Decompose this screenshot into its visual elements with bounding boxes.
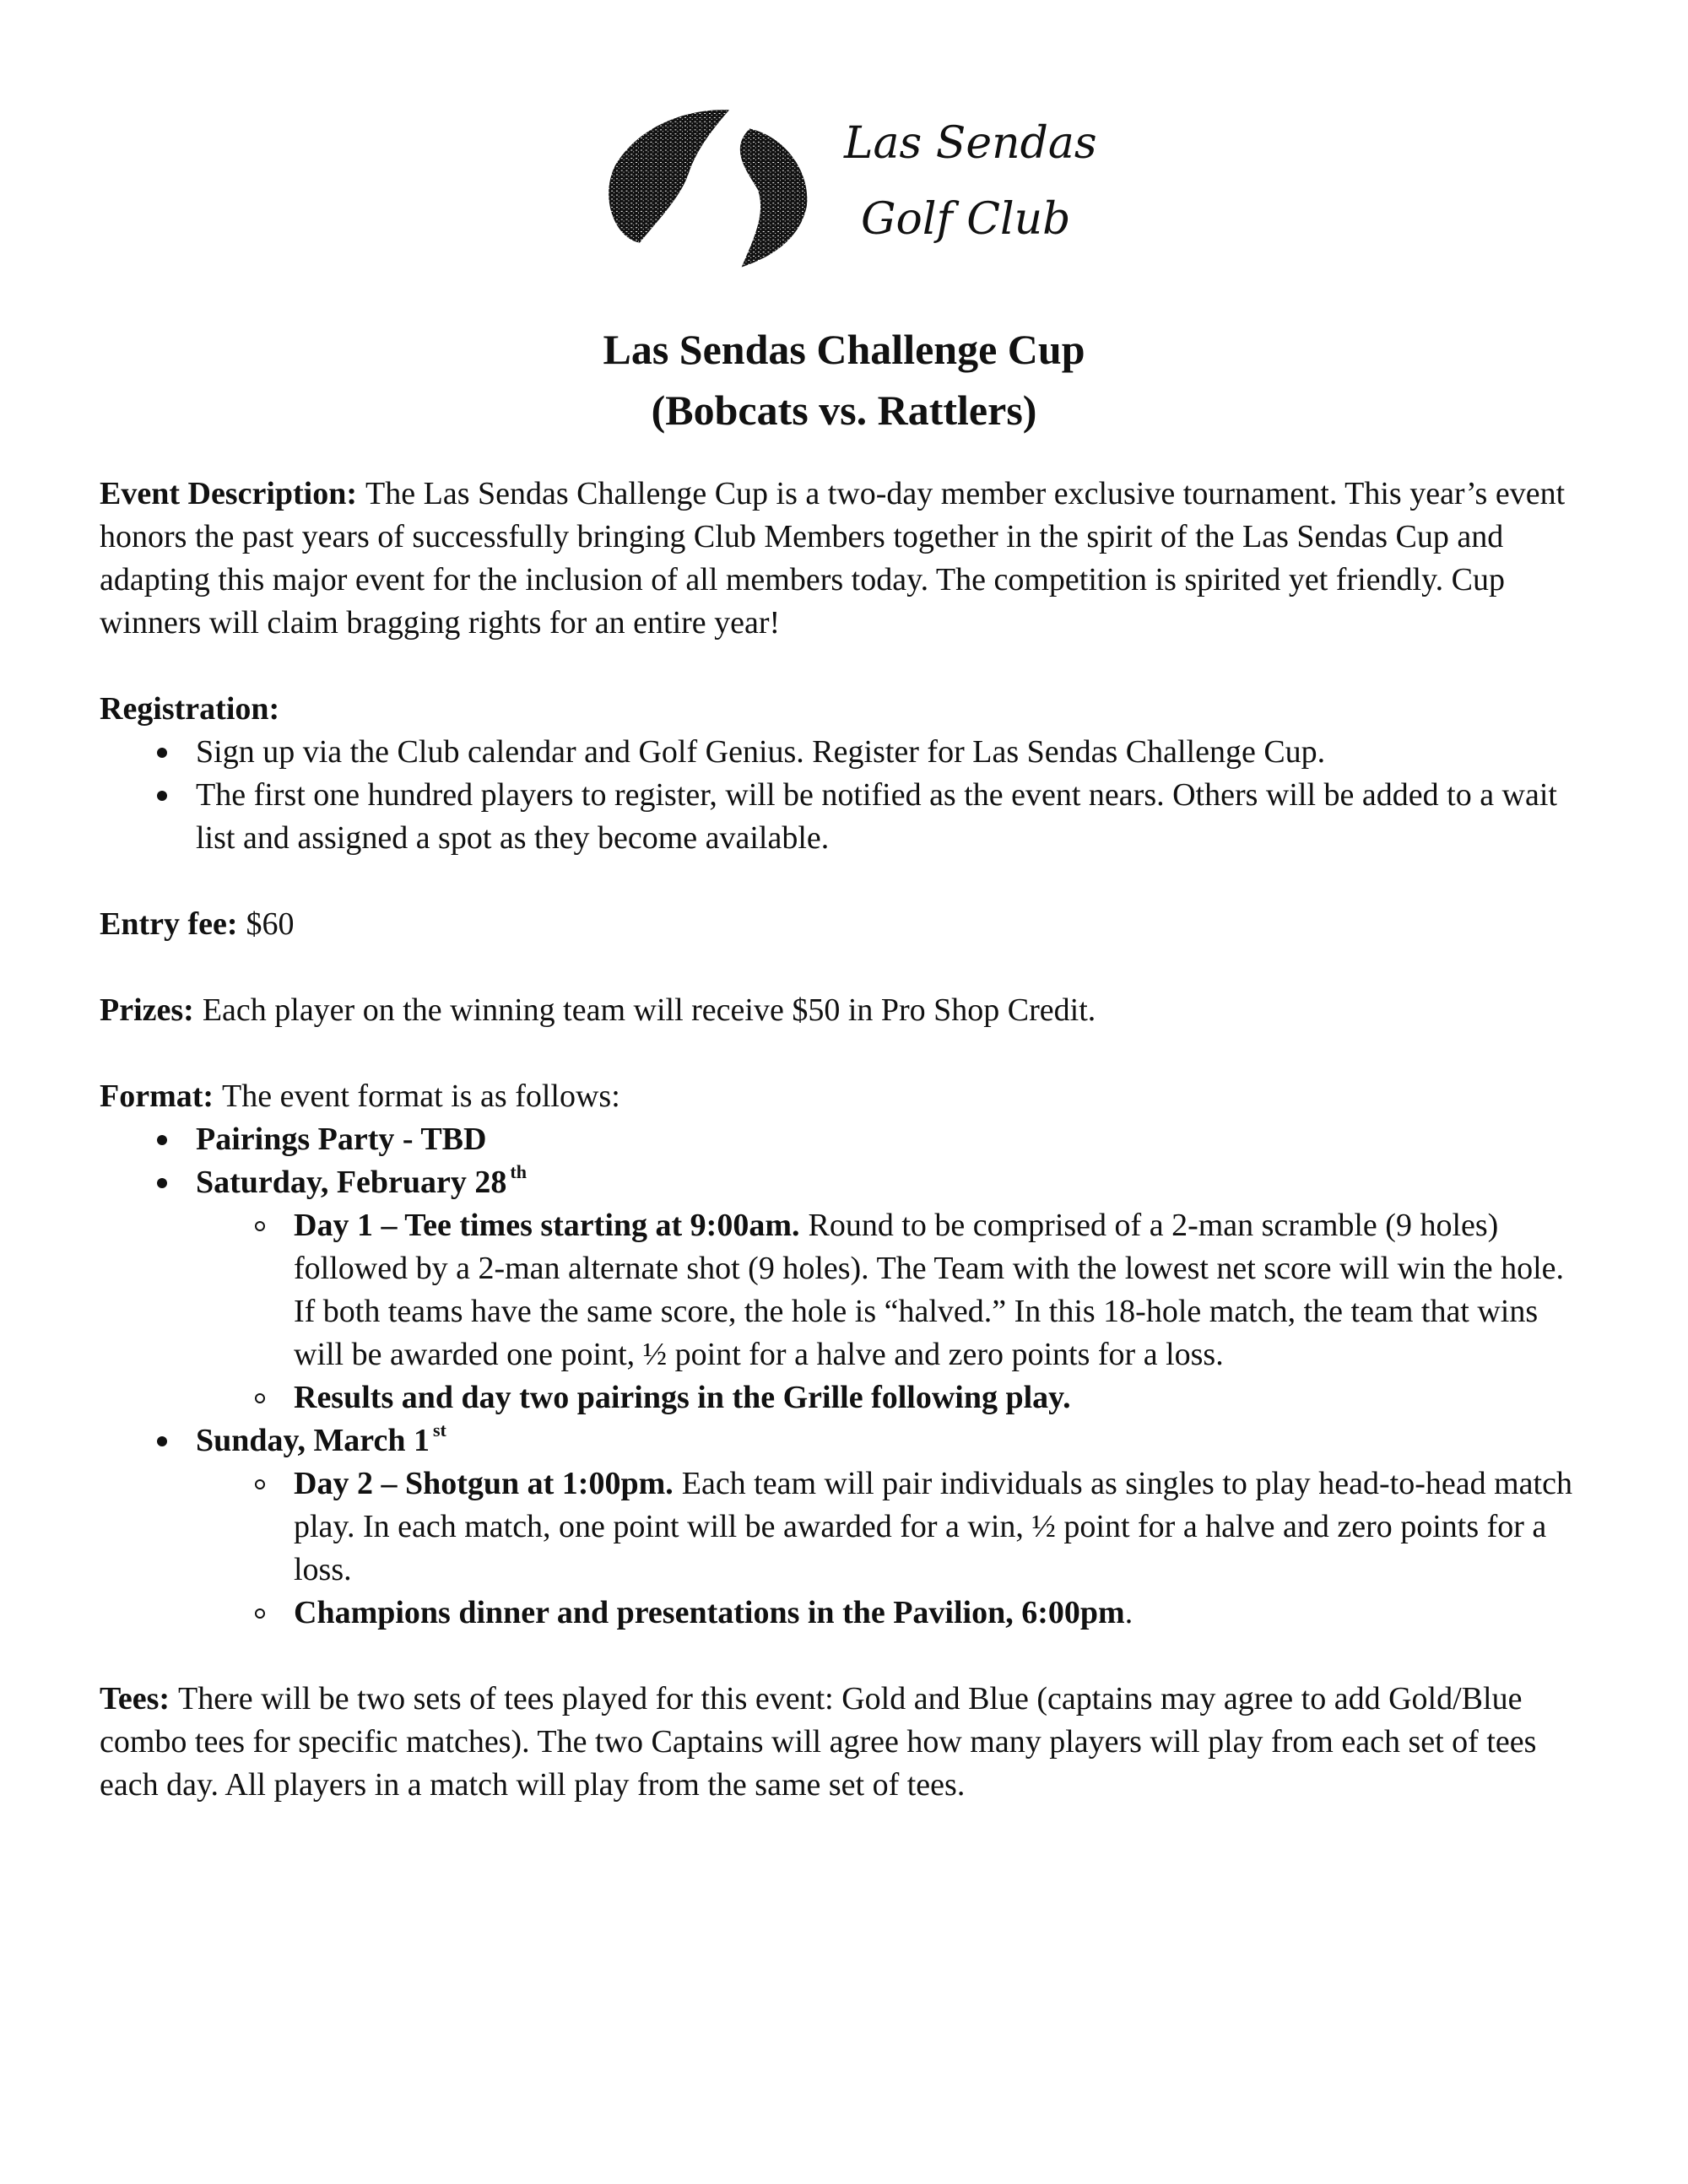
champions-period: .	[1124, 1595, 1133, 1630]
bullet-icon	[157, 791, 167, 801]
page-title	[0, 319, 1688, 441]
list-item	[100, 731, 1577, 774]
bullet-icon	[157, 1436, 167, 1446]
event-description	[100, 473, 1577, 645]
logo-line1: Las Sendas	[844, 118, 1097, 169]
registration-heading	[100, 688, 1577, 731]
day2-heading: Day 2 – Shotgun at 1:00pm.	[294, 1466, 674, 1501]
results-text: Results and day two pairings in the Grille following play.	[294, 1380, 1071, 1415]
list-item-saturday	[100, 1161, 1577, 1419]
club-logo	[591, 97, 1097, 283]
list-item	[196, 1592, 1577, 1635]
circle-bullet-icon	[255, 1479, 265, 1489]
bullet-icon	[157, 748, 167, 758]
registration-label: Registration:	[100, 691, 280, 727]
logo-line2: Golf Club	[861, 194, 1071, 245]
saturday-sup: th	[510, 1161, 527, 1182]
champions-text: Champions dinner and presentations in the Pavilion, 6:00pm	[294, 1595, 1125, 1630]
entry-fee-label: Entry fee:	[100, 906, 238, 942]
day1-heading: Day 1 – Tee times starting at 9:00am.	[294, 1208, 800, 1243]
prizes	[100, 989, 1577, 1032]
circle-bullet-icon	[255, 1393, 265, 1403]
circle-bullet-icon	[255, 1221, 265, 1231]
list-item	[100, 774, 1577, 860]
prizes-label: Prizes:	[100, 992, 194, 1028]
format-label: Format:	[100, 1078, 214, 1114]
format-intro: The event format is as follows:	[222, 1078, 620, 1114]
title-line1: Las Sendas Challenge Cup	[603, 326, 1085, 373]
list-item	[100, 1118, 1577, 1161]
list-item-text: Sign up via the Club calendar and Golf Genius. Register for Las Sendas Challenge Cup.	[196, 734, 1326, 770]
bullet-icon	[157, 1178, 167, 1188]
prizes-text: Each player on the winning team will receive $50 in Pro Shop Credit.	[202, 992, 1096, 1028]
format-heading	[100, 1075, 1577, 1118]
list-item-sunday	[100, 1419, 1577, 1635]
format-list	[100, 1118, 1577, 1635]
saturday-label: Saturday, February 28	[196, 1165, 507, 1200]
bullet-icon	[157, 1135, 167, 1145]
list-item	[196, 1462, 1577, 1592]
saturday-sublist	[196, 1204, 1577, 1419]
sunday-sublist	[196, 1462, 1577, 1635]
event-description-label: Event Description:	[100, 476, 358, 511]
event-description-text: The Las Sendas Challenge Cup is a two-day member exclusive tournament. This year’s event honors the past years of successfully bringing Club Members together in the spirit of the Las Sendas Cup and adapting this major event for the inclusion of all members today. The competition is spirited yet friendly. Cup winners will claim bragging rights for an entire year!	[100, 476, 1566, 641]
tees-text: There will be two sets of tees played for this event: Gold and Blue (captains may agree to add Gold/Blue combo tees for specific matches). The two Captains will agree how many players will play from each set of tees each day. All players in a match will play from the same set of tees.	[100, 1681, 1537, 1803]
list-item-text: The first one hundred players to register, will be notified as the event nears. Others will be added to a wait list and assigned a spot as they become available.	[196, 777, 1557, 856]
tees-label: Tees:	[100, 1681, 170, 1716]
list-item	[196, 1204, 1577, 1376]
entry-fee	[100, 903, 1577, 946]
circle-bullet-icon	[255, 1608, 265, 1619]
registration-list	[100, 731, 1577, 860]
tees	[100, 1678, 1577, 1807]
day1-text: Round to be comprised of a 2-man scramble (9 holes) followed by a 2-man alternate shot (9 holes). The Team with the lowest net score will win the hole. If both teams have the same score, the hole is “halved.” In this 18-hole match, the team that wins will be awarded one point, ½ point for a halve and zero points for a loss.	[294, 1208, 1564, 1372]
sunday-label: Sunday, March 1	[196, 1423, 430, 1458]
day2-text: Each team will pair individuals as singles to play head-to-head match play. In each match, one point will be awarded for a win, ½ point for a halve and zero points for a loss.	[294, 1466, 1572, 1587]
document-body	[100, 473, 1577, 1850]
entry-fee-value: $60	[246, 906, 295, 942]
sunday-sup: st	[432, 1419, 446, 1441]
pairings-party: Pairings Party - TBD	[196, 1122, 487, 1157]
title-line2: (Bobcats vs. Rattlers)	[651, 387, 1037, 434]
list-item	[196, 1376, 1577, 1419]
tree-emblem-icon	[591, 97, 827, 274]
